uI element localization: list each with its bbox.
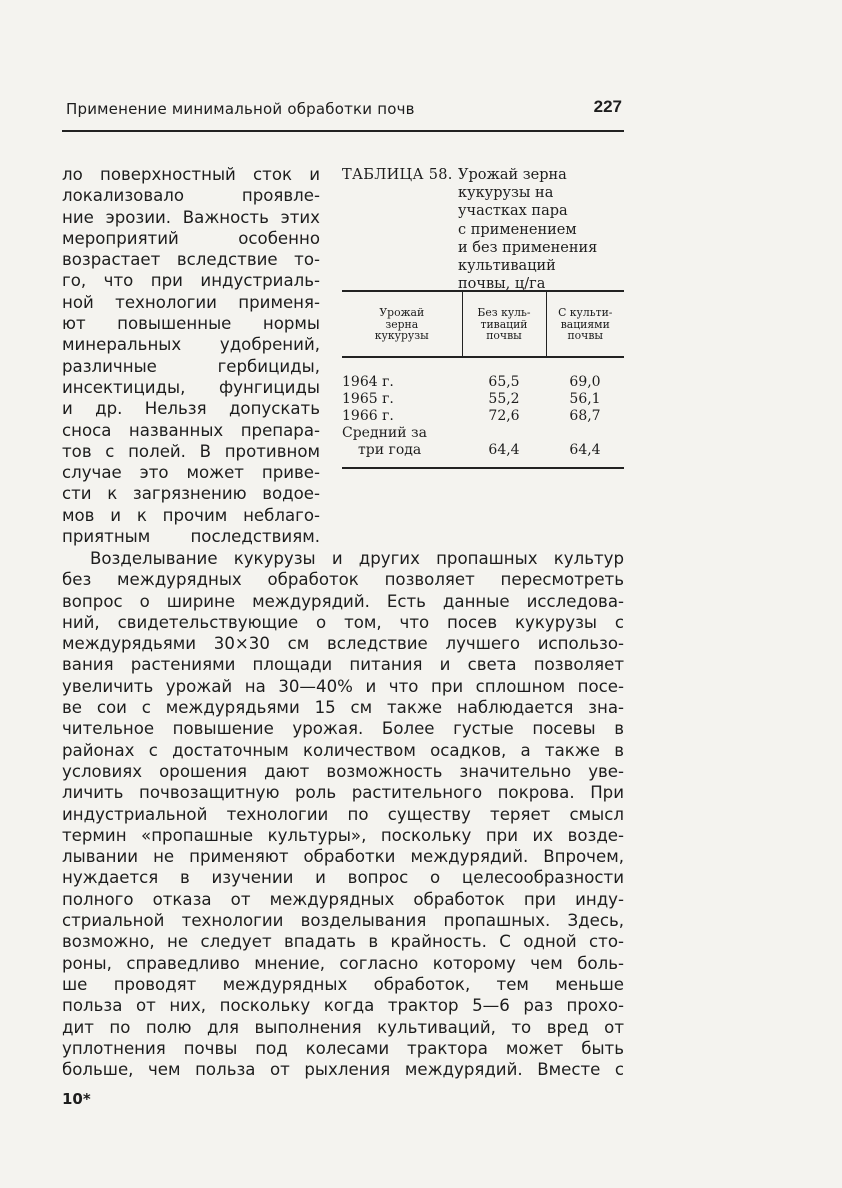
table-caption xyxy=(342,164,624,293)
text-line: личить почвозащитную роль растительного покрова. При xyxy=(62,783,624,803)
row-label: 1964 г. xyxy=(342,373,394,390)
cell-with: 69,0 xyxy=(569,373,601,390)
text-line: локализовало проявле- xyxy=(62,186,320,206)
text-line: сноса названных препара- xyxy=(62,420,320,440)
text-line: различные гербициды, xyxy=(62,356,320,376)
main-paragraph xyxy=(62,548,624,1080)
caption-line: культиваций xyxy=(458,258,556,275)
cell-without: 64,4 xyxy=(488,441,520,458)
table-row-average xyxy=(342,425,624,467)
text-line: уплотнения почвы под колесами трактора может быть xyxy=(62,1038,624,1058)
row-label: 1966 г. xyxy=(342,407,394,424)
text-line: сти к загрязнению водое- xyxy=(62,484,320,504)
text-line: увеличить урожай на 30—40% и что при сплошном посе- xyxy=(62,676,624,696)
text-line: ше проводят междурядных обработок, тем меньше xyxy=(62,974,624,994)
text-line: индустриальной технологии по существу теряет смысл xyxy=(62,804,624,824)
text-line: условиях орошения дают возможность значительно уве- xyxy=(62,761,624,781)
table-bottom-rule xyxy=(342,467,624,469)
text-line: минеральных удобрений, xyxy=(62,335,320,355)
left-column-text xyxy=(62,164,320,547)
caption-line: Урожай зерна xyxy=(458,167,567,183)
text-line: стриальной технологии возделывания пропашных. Здесь, xyxy=(62,911,624,931)
caption-line: почвы, ц/га xyxy=(458,276,546,293)
text-line: роны, справедливо мнение, согласно которому чем боль- xyxy=(62,953,624,973)
text-line: вания растениями площади питания и света позволяет xyxy=(62,655,624,675)
text-line: мов и к прочим неблаго- xyxy=(62,505,320,525)
text-line: термин «пропашные культуры», поскольку при их возде- xyxy=(62,825,624,845)
text-line: чительное повышение урожая. Более густые посевы в xyxy=(62,719,624,739)
text-line: приятным последствиям. xyxy=(62,527,320,547)
table-row xyxy=(342,391,624,408)
text-line: дит по полю для выполнения культиваций, то вред от xyxy=(62,1017,624,1037)
text-line: польза от них, поскольку когда трактор 5—6 раз прохо- xyxy=(62,996,624,1016)
row-label: 1965 г. xyxy=(342,390,394,407)
cell-with: 68,7 xyxy=(569,407,601,424)
table-row xyxy=(342,408,624,425)
text-line: ний, свидетельствующие о том, что посев кукурузы с xyxy=(62,612,624,632)
text-line: мероприятий особенно xyxy=(62,228,320,248)
table-header-row xyxy=(342,291,624,357)
cell-with: 64,4 xyxy=(569,441,601,458)
caption-line: кукурузы на xyxy=(458,185,554,202)
text-line: вопрос о ширине междурядий. Есть данные исследова- xyxy=(62,591,624,611)
text-line: тов с полей. В противном xyxy=(62,441,320,461)
text-line: лывании не применяют обработки междурядий. Впрочем, xyxy=(62,847,624,867)
caption-line: участках пара xyxy=(458,203,568,220)
text-line: без междурядных обработок позволяет пересмотреть xyxy=(62,570,624,590)
cell-without: 65,5 xyxy=(488,373,520,390)
text-line: возрастает вследствие то- xyxy=(62,250,320,270)
text-line: инсектициды, фунгициды xyxy=(62,377,320,397)
table-label: ТАБЛИЦА 58. xyxy=(342,167,453,183)
cell-without: 72,6 xyxy=(488,407,520,424)
column-header-without-cultivation: Без куль- тиваций почвы xyxy=(462,291,546,357)
row-label-average: Средний за три года xyxy=(342,424,428,458)
page-number: 227 xyxy=(593,97,622,116)
caption-line: и без применения xyxy=(458,239,598,256)
text-line: Возделывание кукурузы и других пропашных культур xyxy=(90,549,624,568)
text-line: возможно, не следует впадать в крайность. С одной сто- xyxy=(62,932,624,952)
text-line: полного отказа от междурядных обработок при инду- xyxy=(62,889,624,909)
text-line: ной технологии применя- xyxy=(62,292,320,312)
table-58 xyxy=(342,164,624,469)
cell-without: 55,2 xyxy=(488,390,520,407)
yield-table xyxy=(342,290,624,467)
caption-line: с применением xyxy=(458,221,577,238)
text-line: районах с достаточным количеством осадков, а также в xyxy=(62,740,624,760)
text-line: ло поверхностный сток и xyxy=(62,165,320,184)
table-title xyxy=(458,166,628,293)
column-header-yield: Урожай зерна кукурузы xyxy=(374,306,429,342)
running-title: Применение минимальной обработки почв xyxy=(66,100,415,118)
signature-mark: 10* xyxy=(62,1090,91,1108)
text-line: ве сои с междурядьями 15 см также наблюдается зна- xyxy=(62,698,624,718)
text-line: случае это может приве- xyxy=(62,463,320,483)
text-line: и др. Нельзя допускать xyxy=(62,399,320,419)
text-line: больше, чем польза от рыхления междурядий. Вместе с xyxy=(62,1060,624,1080)
column-header-with-cultivation: С культи- вациями почвы xyxy=(546,291,624,357)
text-line: нуждается в изучении и вопрос о целесообразности xyxy=(62,868,624,888)
table-row xyxy=(342,357,624,391)
text-line: ют повышенные нормы xyxy=(62,314,320,334)
text-line: ние эрозии. Важность этих xyxy=(62,207,320,227)
cell-with: 56,1 xyxy=(569,390,601,407)
text-line: го, что при индустриаль- xyxy=(62,271,320,291)
running-header xyxy=(62,96,624,132)
text-line: междурядьями 30×30 см вследствие лучшего использо- xyxy=(62,634,624,654)
